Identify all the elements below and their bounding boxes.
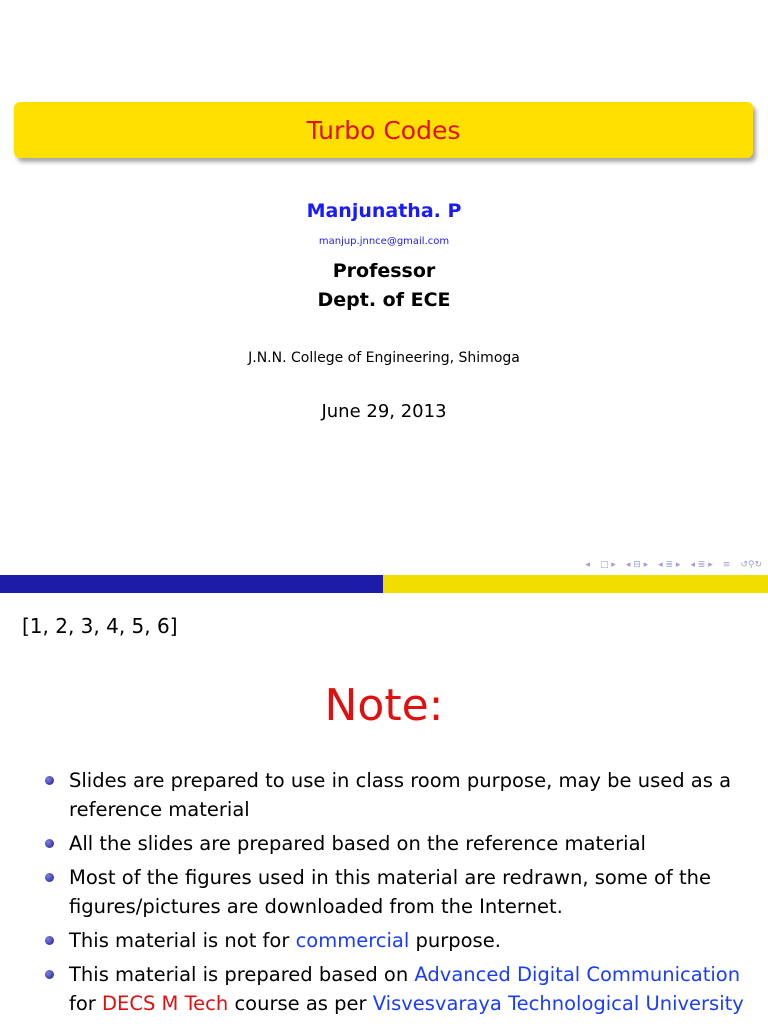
institution: J.N.N. College of Engineering, Shimoga <box>248 350 520 366</box>
commercial-link[interactable]: commercial <box>295 929 410 952</box>
presentation-date: June 29, 2013 <box>321 401 447 422</box>
subsection-next-icon[interactable]: ◂ ≣ ▸ <box>690 560 713 570</box>
role-title: Professor <box>332 260 436 282</box>
list-item: This material is prepared based on Advanced Digital Communication for DECS M Tech course as per Visvesvaraya Technological University <box>40 960 756 1018</box>
note-heading: Note: <box>324 680 444 731</box>
university-link[interactable]: Visvesvaraya Technological University <box>372 992 744 1015</box>
author-name: Manjunatha. P <box>306 200 462 222</box>
note-list <box>40 766 756 1023</box>
subsection-prev-icon[interactable]: ◂ ≣ ▸ <box>658 560 681 570</box>
section-prev-icon[interactable]: ◂ ⊟ ▸ <box>625 560 649 570</box>
frame-next-icon[interactable]: □ ▸ <box>599 560 616 570</box>
reference-list: [1, 2, 3, 4, 5, 6] <box>22 614 178 638</box>
frame-prev-icon[interactable]: ◂ <box>585 560 590 570</box>
beamer-navigation <box>585 560 762 570</box>
search-icon[interactable]: ↺⚲↻ <box>740 560 762 570</box>
department: Dept. of ECE <box>317 289 451 311</box>
list-item: This material is not for commercial purpose. <box>40 926 756 955</box>
list-item: Most of the figures used in this material are redrawn, some of the figures/pictures are downloaded from the Internet. <box>40 863 756 921</box>
list-item: Slides are prepared to use in class room purpose, may be used as a reference material <box>40 766 756 824</box>
program-name: DECS M Tech <box>102 992 229 1015</box>
author-role <box>0 257 768 315</box>
title-banner <box>14 102 753 158</box>
footer-bar-left <box>0 575 383 593</box>
align-icon[interactable]: ≡ <box>722 560 731 570</box>
course-link[interactable]: Advanced Digital Communication <box>414 963 741 986</box>
slide-title: Turbo Codes <box>306 115 461 145</box>
list-item: All the slides are prepared based on the reference material <box>40 829 756 858</box>
footer-bar-right <box>383 575 768 593</box>
author-email: manjup.jnnce@gmail.com <box>318 236 450 247</box>
